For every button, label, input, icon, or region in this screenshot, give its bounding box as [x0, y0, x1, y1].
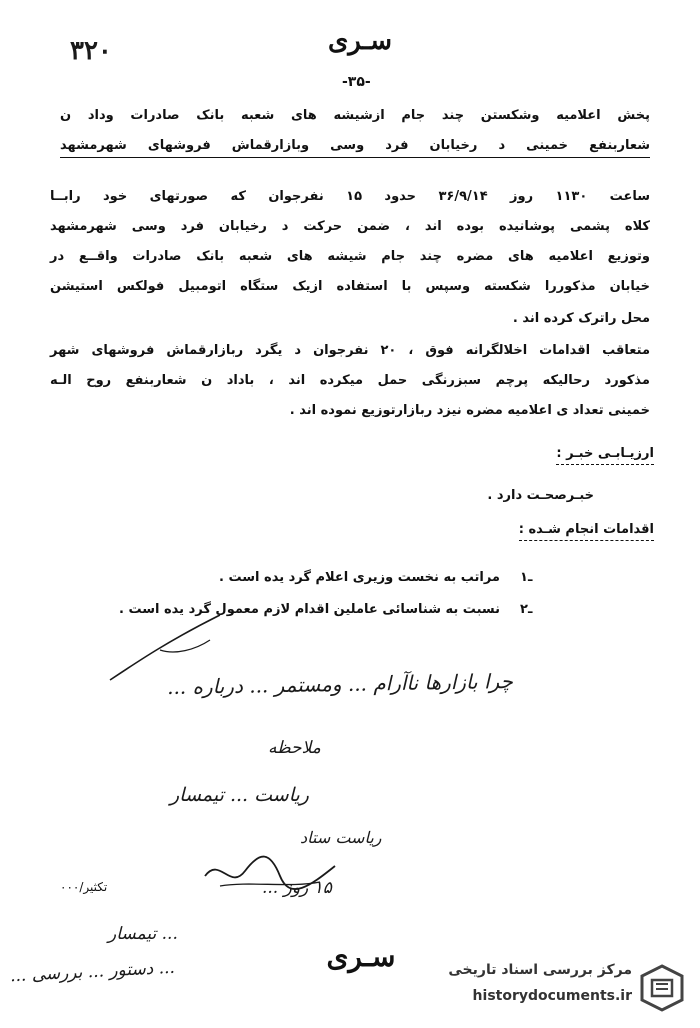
classification-bottom: سـری [326, 940, 396, 973]
archive-url: historydocuments.ir [472, 988, 632, 1004]
body-line: محل راترک کرده اند . [512, 311, 650, 326]
action-item-2-text: نسبت به شناسائی عاملین اقدام لازم معمول گرد یده است . [118, 602, 500, 617]
body-line: کلاه پشمی پوشانیده بوده اند ، ضمن حرکت د رخیابان فرد وسی شهرمشهد [50, 219, 650, 234]
archive-watermark [420, 958, 690, 1016]
body-line: وتوزیع اعلامیه های مضره چند جام شیشه های شعبه بانک صادرات واقــع در [50, 249, 650, 264]
action-item-2-number: ۲ـ [520, 602, 533, 617]
archive-name: مرکز بررسی اسناد تاریخی [448, 962, 632, 978]
sequence-number: -۳۵- [342, 74, 371, 90]
handwritten-signature-1: ملاحظه [268, 738, 321, 758]
handwritten-bottom-note-2: ... دستور ... بررسی ... [9, 957, 176, 987]
assessment-label: ارزیـابـی خبـر : [556, 446, 654, 465]
body-paragraph [50, 182, 650, 426]
action-item-1-text: مراتب به نخست وزیری اعلام گرد یده است . [219, 570, 500, 585]
body-line: ساعت ۱۱۳۰ روز ۳۶/۹/۱۴ حدود ۱۵ نفرجوان که صورتهای خود رابــا [50, 189, 650, 204]
handwritten-date: ۱۵ روز ... [262, 878, 332, 898]
page-number: ۳۲۰ [70, 36, 112, 66]
body-line: متعاقب اقدامات اخلالگرانه فوق ، ۲۰ نفرجوان د یگرد ربازارقماش فروشهای شهر [50, 343, 650, 358]
assessment-value: خبـرصحـت دارد . [487, 488, 594, 503]
classification-top: سـری [327, 26, 393, 56]
subject-line-2: شعاربنفع خمینی د رخیابان فرد وسی وبازارقماش فروشهای شهرمشهد [60, 138, 650, 158]
archive-logo-icon [638, 962, 686, 1012]
subject-line-1: پخش اعلامیه وشکستن چند جام ازشیشه های شعبه بانک صادرات وداد ن [60, 108, 650, 123]
action-item-1-number: ۱ـ [520, 570, 533, 585]
body-line: خیابان مذکوررا شکسته وسپس با استفاده ازیک ستگاه اتومبیل فولکس استیشن [50, 279, 650, 294]
handwritten-signature-2: ریاست ... تیمسار [170, 784, 309, 806]
handwritten-bottom-note-1: ... تیمسار [108, 924, 178, 944]
copy-count: تکثیر/۰۰۰ [60, 880, 108, 894]
handwritten-note: چرا بازارها ناآرام ... ومستمر ... درباره ... [166, 668, 514, 700]
actions-label: اقدامات انجام شـده : [519, 522, 654, 541]
body-line: خمینی تعداد ی اعلامیه مضره نیزد ربازارتوزیع نموده اند . [289, 403, 650, 418]
body-line: مذکورد رحالیکه پرچم سبزرنگی حمل میکرده اند ، باداد ن شعاربنفع روح الـه [50, 373, 650, 388]
handwritten-signature-3: ریاست ستاد [300, 828, 382, 847]
